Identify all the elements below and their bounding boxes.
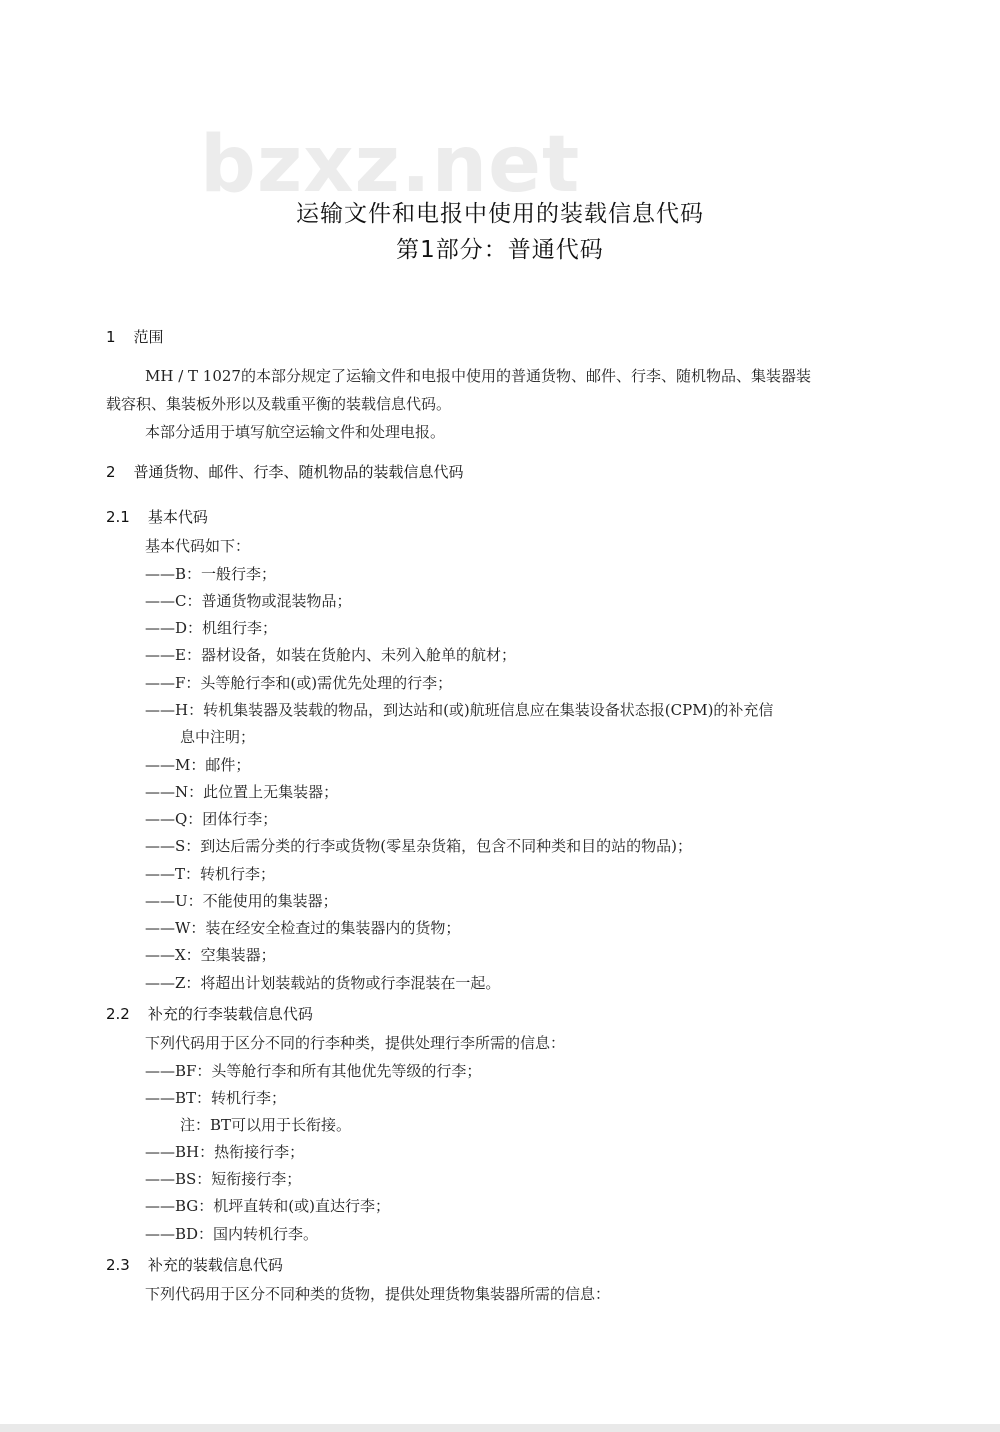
list-item: ——C：普通货物或混装物品； xyxy=(145,592,352,610)
paragraph-line: MH / T 1027的本部分规定了运输文件和电报中使用的普通货物、邮件、行李、随机物品、集装器装 xyxy=(145,367,811,385)
list-item: ——N：此位置上无集装器； xyxy=(145,783,339,801)
note-line: 注：BT可以用于长衔接。 xyxy=(180,1116,352,1134)
document-title: 运输文件和电报中使用的装载信息代码 xyxy=(296,201,704,227)
page-bottom-edge xyxy=(0,1424,1000,1432)
list-item: ——X：空集装器； xyxy=(145,946,276,964)
section-title: 范围 xyxy=(133,328,164,346)
section-2-3-heading xyxy=(106,1255,283,1275)
list-item: ——U：不能使用的集装器； xyxy=(145,892,338,910)
document-subtitle: 第1部分：普通代码 xyxy=(396,237,604,263)
section-number: 2 xyxy=(106,463,116,481)
list-item: ——BT：转机行李； xyxy=(145,1089,287,1107)
section-title: 基本代码 xyxy=(147,508,208,526)
section-number: 2.2 xyxy=(106,1005,130,1023)
list-item: ——B：一般行李； xyxy=(145,565,277,583)
section-number: 2.3 xyxy=(106,1256,130,1274)
section-2-1-heading xyxy=(106,507,208,527)
section-title: 补充的装载信息代码 xyxy=(147,1256,283,1274)
list-item: ——BG：机坪直转和(或)直达行李； xyxy=(145,1197,390,1215)
section-2-heading xyxy=(106,462,464,482)
list-item: ——T：转机行李； xyxy=(145,865,276,883)
section-2-2-heading xyxy=(106,1004,313,1024)
paragraph-line: 基本代码如下： xyxy=(145,537,251,555)
section-number: 2.1 xyxy=(106,508,130,526)
paragraph-line: 载容积、集装板外形以及载重平衡的装载信息代码。 xyxy=(106,395,452,413)
list-item: ——E：器材设备，如装在货舱内、未列入舱单的航材； xyxy=(145,646,516,664)
list-item: ——W：装在经安全检查过的集装器内的货物； xyxy=(145,919,461,937)
section-title: 补充的行李装载信息代码 xyxy=(147,1005,313,1023)
paragraph-line: 下列代码用于区分不同种类的货物，提供处理货物集装器所需的信息： xyxy=(145,1285,611,1303)
list-item-continuation: 息中注明； xyxy=(180,728,256,746)
list-item: ——BD：国内转机行李。 xyxy=(145,1225,319,1243)
list-item: ——H：转机集装器及装载的物品，到达站和(或)航班信息应在集装设备状态报(CPM)的补充信 xyxy=(145,701,774,719)
paragraph-line: 本部分适用于填写航空运输文件和处理电报。 xyxy=(145,423,446,441)
list-item: ——BH：热衔接行李； xyxy=(145,1143,305,1161)
section-number: 1 xyxy=(106,328,116,346)
section-1-heading xyxy=(106,327,164,347)
list-item: ——BF：头等舱行李和所有其他优先等级的行李； xyxy=(145,1062,482,1080)
watermark: bzxz.net xyxy=(200,120,581,210)
section-title: 普通货物、邮件、行李、随机物品的装载信息代码 xyxy=(133,463,464,481)
list-item: ——M：邮件； xyxy=(145,756,251,774)
list-item: ——D：机组行李； xyxy=(145,619,278,637)
list-item: ——S：到达后需分类的行李或货物(零星杂货箱，包含不同种类和目的站的物品)； xyxy=(145,837,692,855)
list-item: ——Z：将超出计划装载站的货物或行李混装在一起。 xyxy=(145,974,501,992)
paragraph-line: 下列代码用于区分不同的行李种类，提供处理行李所需的信息： xyxy=(145,1034,566,1052)
list-item: ——F：头等舱行李和(或)需优先处理的行李； xyxy=(145,674,453,692)
list-item: ——BS：短衔接行李； xyxy=(145,1170,302,1188)
list-item: ——Q：团体行李； xyxy=(145,810,278,828)
